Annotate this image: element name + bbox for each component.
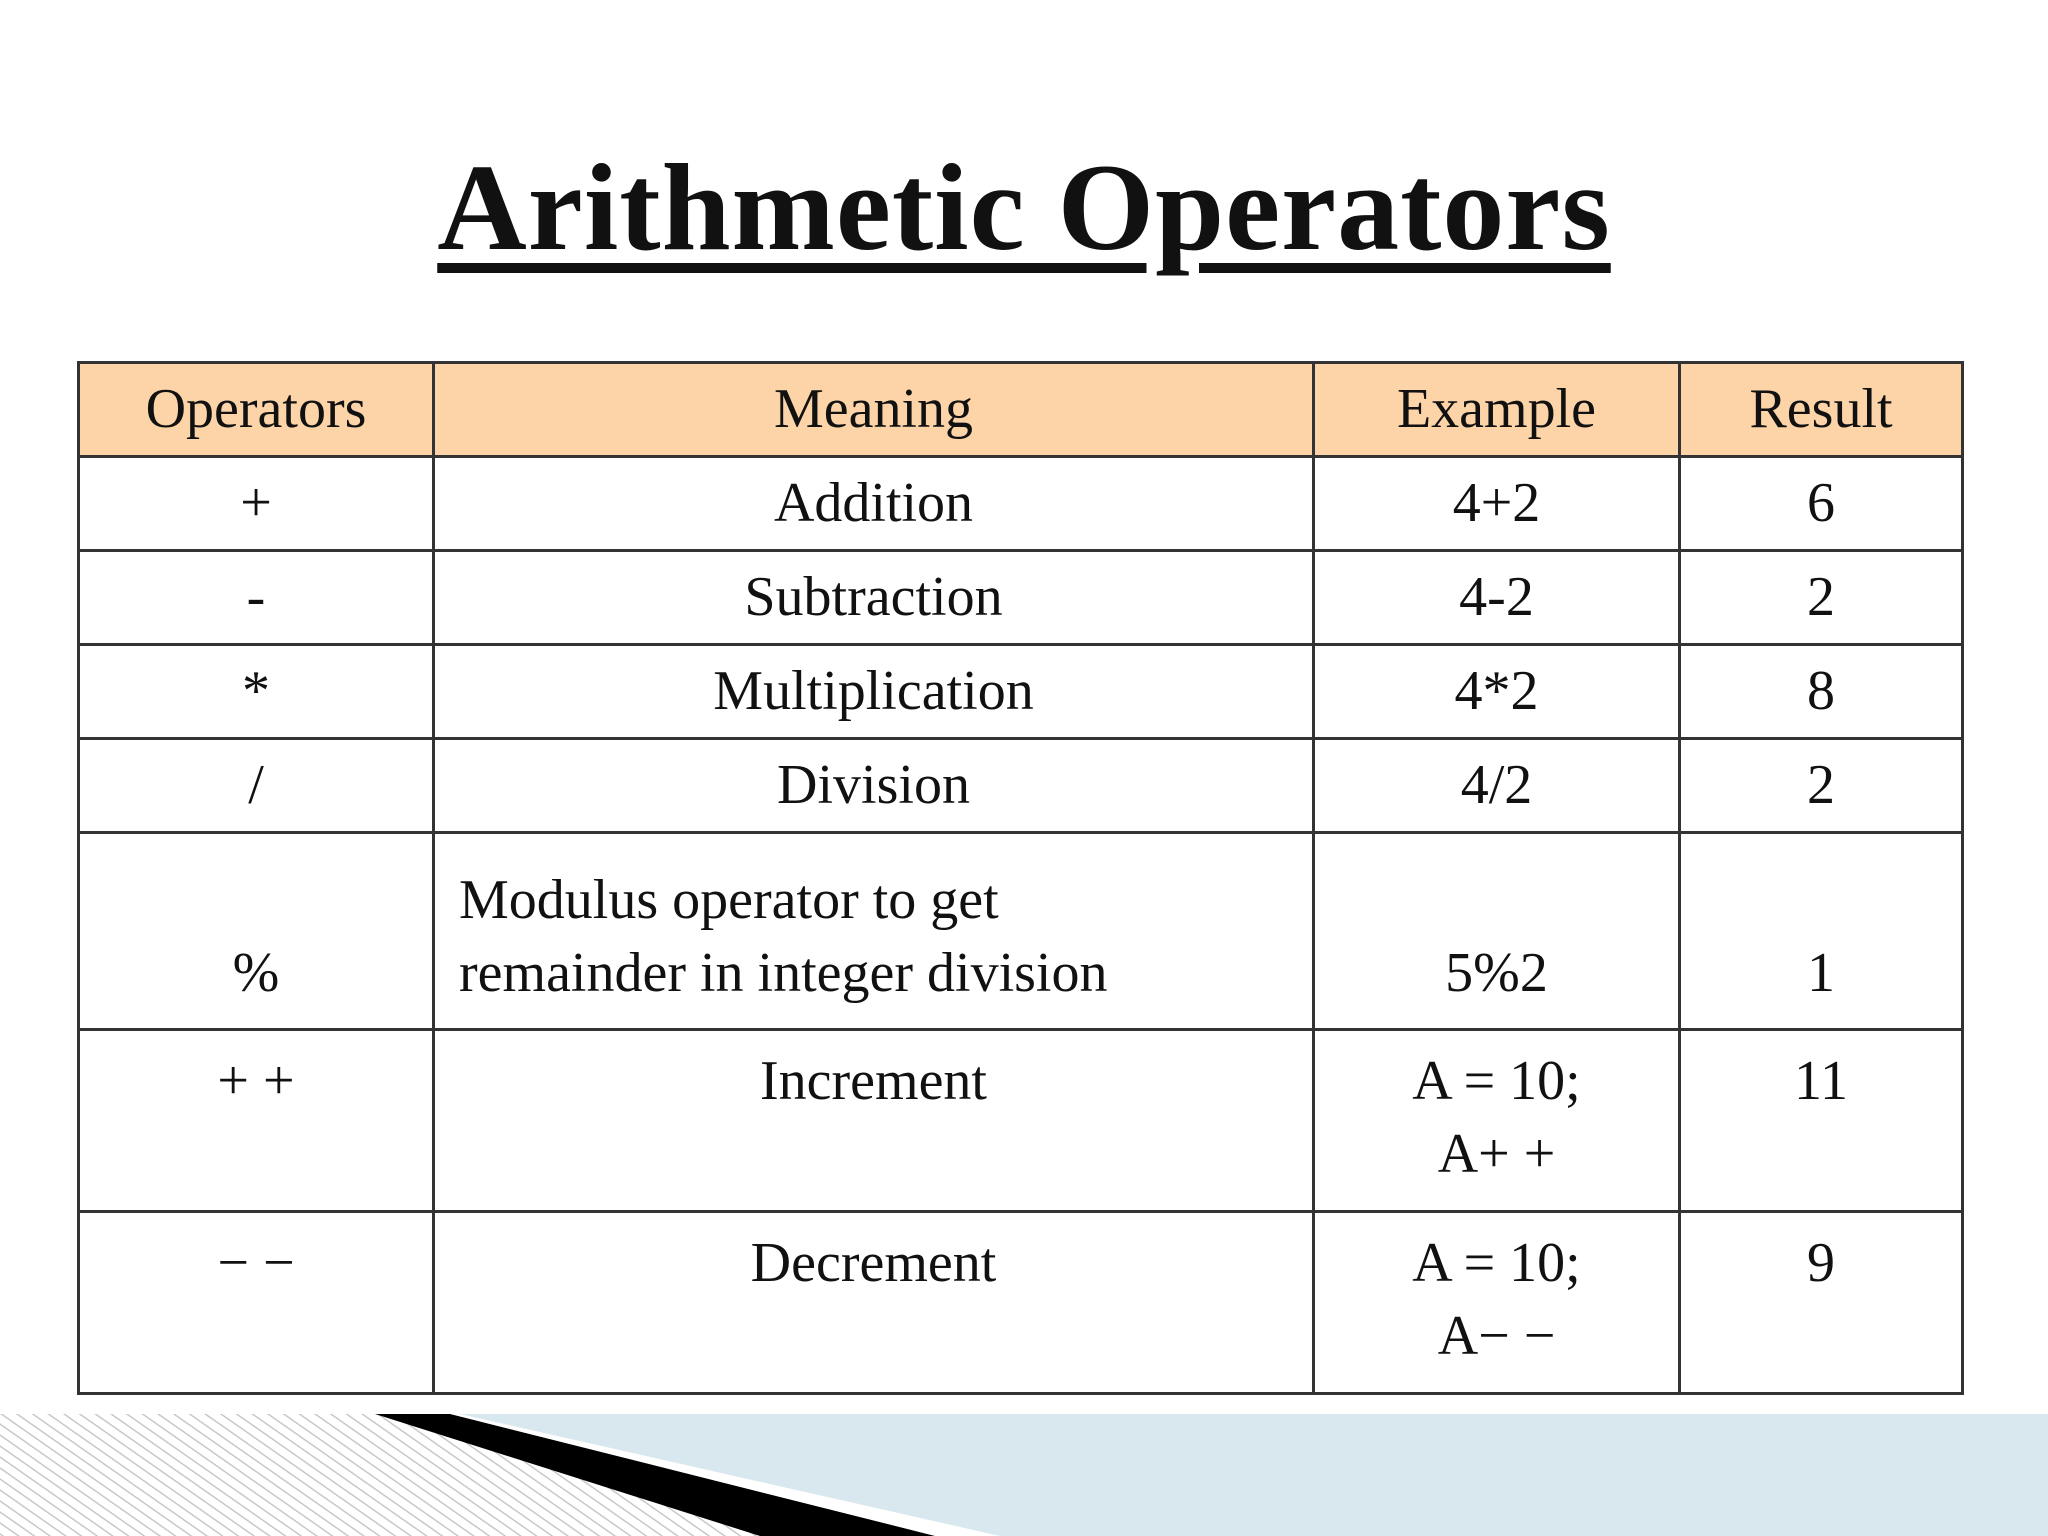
- operator-cell: +: [79, 457, 434, 551]
- example-line-2: A− −: [1437, 1304, 1556, 1367]
- table-row-division: [79, 739, 1963, 833]
- result-cell: 9: [1680, 1212, 1963, 1394]
- example-cell: 4-2: [1314, 551, 1680, 645]
- meaning-cell: [434, 833, 1314, 1030]
- meaning-cell: Division: [434, 739, 1314, 833]
- result-cell: 1: [1680, 833, 1963, 1030]
- table-row-modulus: [79, 833, 1963, 1030]
- result-cell: 2: [1680, 739, 1963, 833]
- example-cell: 4*2: [1314, 645, 1680, 739]
- example-cell: 5%2: [1314, 833, 1680, 1030]
- operators-table-container: [77, 361, 1964, 1395]
- meaning-line-2: remainder in integer division: [459, 942, 1108, 1005]
- header-example: Example: [1314, 363, 1680, 457]
- example-cell: [1314, 1212, 1680, 1394]
- operators-table: [77, 361, 1964, 1395]
- example-cell: [1314, 1030, 1680, 1212]
- meaning-cell: Subtraction: [434, 551, 1314, 645]
- result-cell: 6: [1680, 457, 1963, 551]
- meaning-cell: Addition: [434, 457, 1314, 551]
- header-result: Result: [1680, 363, 1963, 457]
- example-line-2: A+ +: [1437, 1122, 1556, 1185]
- result-cell: 2: [1680, 551, 1963, 645]
- example-cell: 4+2: [1314, 457, 1680, 551]
- table-row-subtraction: [79, 551, 1963, 645]
- operator-cell: /: [79, 739, 434, 833]
- operator-cell: %: [79, 833, 434, 1030]
- table-header-row: [79, 363, 1963, 457]
- meaning-line-1: Modulus operator to get: [459, 869, 999, 932]
- result-cell: 8: [1680, 645, 1963, 739]
- operator-cell: − −: [79, 1212, 434, 1394]
- operator-cell: -: [79, 551, 434, 645]
- header-meaning: Meaning: [434, 363, 1314, 457]
- meaning-cell: Decrement: [434, 1212, 1314, 1394]
- meaning-cell: Multiplication: [434, 645, 1314, 739]
- header-operators: Operators: [79, 363, 434, 457]
- slide-title: Arithmetic Operators: [437, 139, 1611, 276]
- example-line-1: A = 10;: [1412, 1232, 1581, 1294]
- example-line-1: A = 10;: [1412, 1050, 1581, 1112]
- operator-cell: + +: [79, 1030, 434, 1212]
- meaning-cell: Increment: [434, 1030, 1314, 1212]
- example-cell: 4/2: [1314, 739, 1680, 833]
- table-row-decrement: [79, 1212, 1963, 1394]
- footer-decoration: [0, 1414, 2048, 1536]
- table-row-addition: [79, 457, 1963, 551]
- result-cell: 11: [1680, 1030, 1963, 1212]
- operator-cell: *: [79, 645, 434, 739]
- table-row-increment: [79, 1030, 1963, 1212]
- table-row-multiplication: [79, 645, 1963, 739]
